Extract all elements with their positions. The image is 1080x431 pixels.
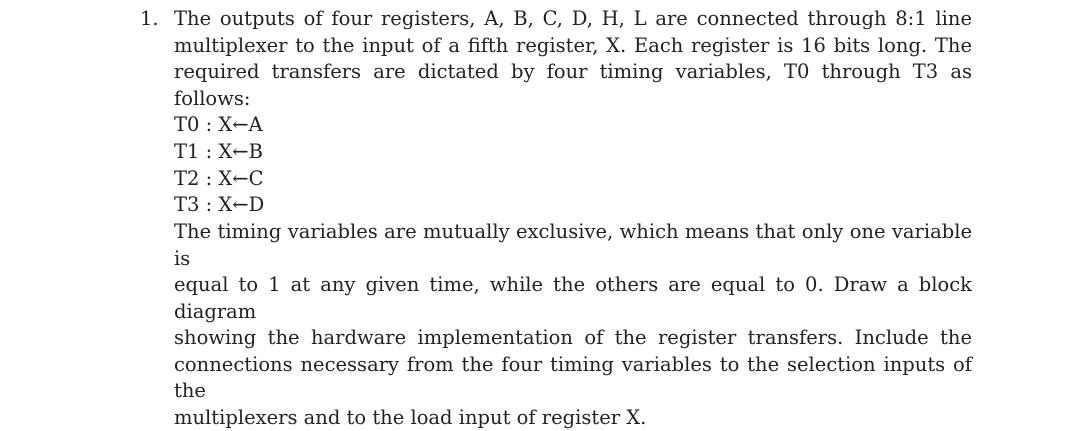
question-body [174, 6, 972, 431]
transfer-item: T2 : X←C [174, 166, 264, 190]
transfer-item: T3 : X←D [174, 193, 265, 217]
closing-line: showing the hardware implementation of the register transfers. Include the [174, 326, 972, 350]
transfer-item: T0 : X←A [174, 113, 263, 136]
transfer-item: T1 : X←B [174, 139, 263, 163]
intro-line: The outputs of four registers, A, B, C, D, H, L are connected through 8:1 line [174, 7, 972, 30]
closing-line: connections necessary from the four timing variables to the selection inputs of the [174, 352, 972, 403]
closing-paragraph [174, 219, 972, 431]
intro-paragraph [174, 6, 972, 112]
question-number: 1. [140, 7, 159, 30]
intro-line: required transfers are dictated by four timing variables, T0 through T3 as follows: [174, 60, 972, 110]
transfer-list [174, 112, 972, 219]
closing-line: multiplexers and to the load input of register X. [174, 405, 647, 429]
intro-line: multiplexer to the input of a fifth register, X. Each register is 16 bits long. The [174, 33, 972, 57]
closing-line: The timing variables are mutually exclusive, which means that only one variable is [174, 220, 972, 270]
closing-line: equal to 1 at any given time, while the others are equal to 0. Draw a block diagram [174, 273, 972, 323]
